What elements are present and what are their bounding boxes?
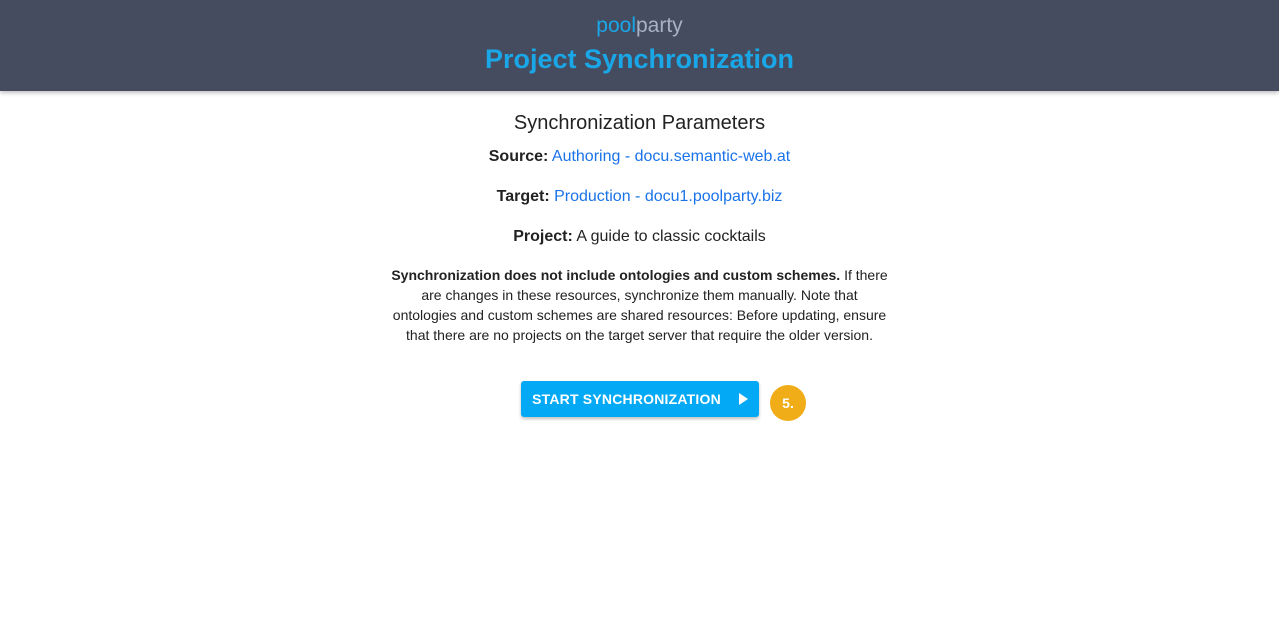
sync-note-bold: Synchronization does not include ontologies and custom schemes.	[391, 267, 841, 283]
sync-note-text: If there are changes in these resources, synchronize them manually. Note that ontologies and custom schemes are shared resources: Before updating, ensure that there are no projects on the target server that require the older version.	[392, 267, 888, 343]
play-icon	[739, 393, 748, 405]
parameters-heading: Synchronization Parameters	[513, 112, 766, 134]
start-synchronization-label: START SYNCHRONIZATION	[532, 391, 721, 407]
app-header	[0, 0, 1279, 91]
poolparty-logo	[0, 14, 1279, 38]
target-link[interactable]: Production - docu1.poolparty.biz	[554, 188, 783, 205]
project-row	[0, 227, 1279, 247]
source-row	[0, 147, 1279, 167]
source-label: Source:	[488, 148, 549, 165]
project-label: Project:	[513, 228, 573, 245]
project-value: A guide to classic cocktails	[576, 228, 766, 245]
step-badge: 5.	[770, 385, 806, 421]
sync-note	[389, 265, 890, 345]
target-row	[0, 187, 1279, 207]
logo-pool-text: pool	[596, 14, 636, 37]
source-link[interactable]: Authoring - docu.semantic-web.at	[551, 148, 791, 165]
page-title: Project Synchronization	[484, 44, 795, 74]
target-label: Target:	[496, 188, 550, 205]
start-synchronization-button[interactable]	[521, 381, 759, 417]
logo-party-text: party	[636, 14, 683, 37]
